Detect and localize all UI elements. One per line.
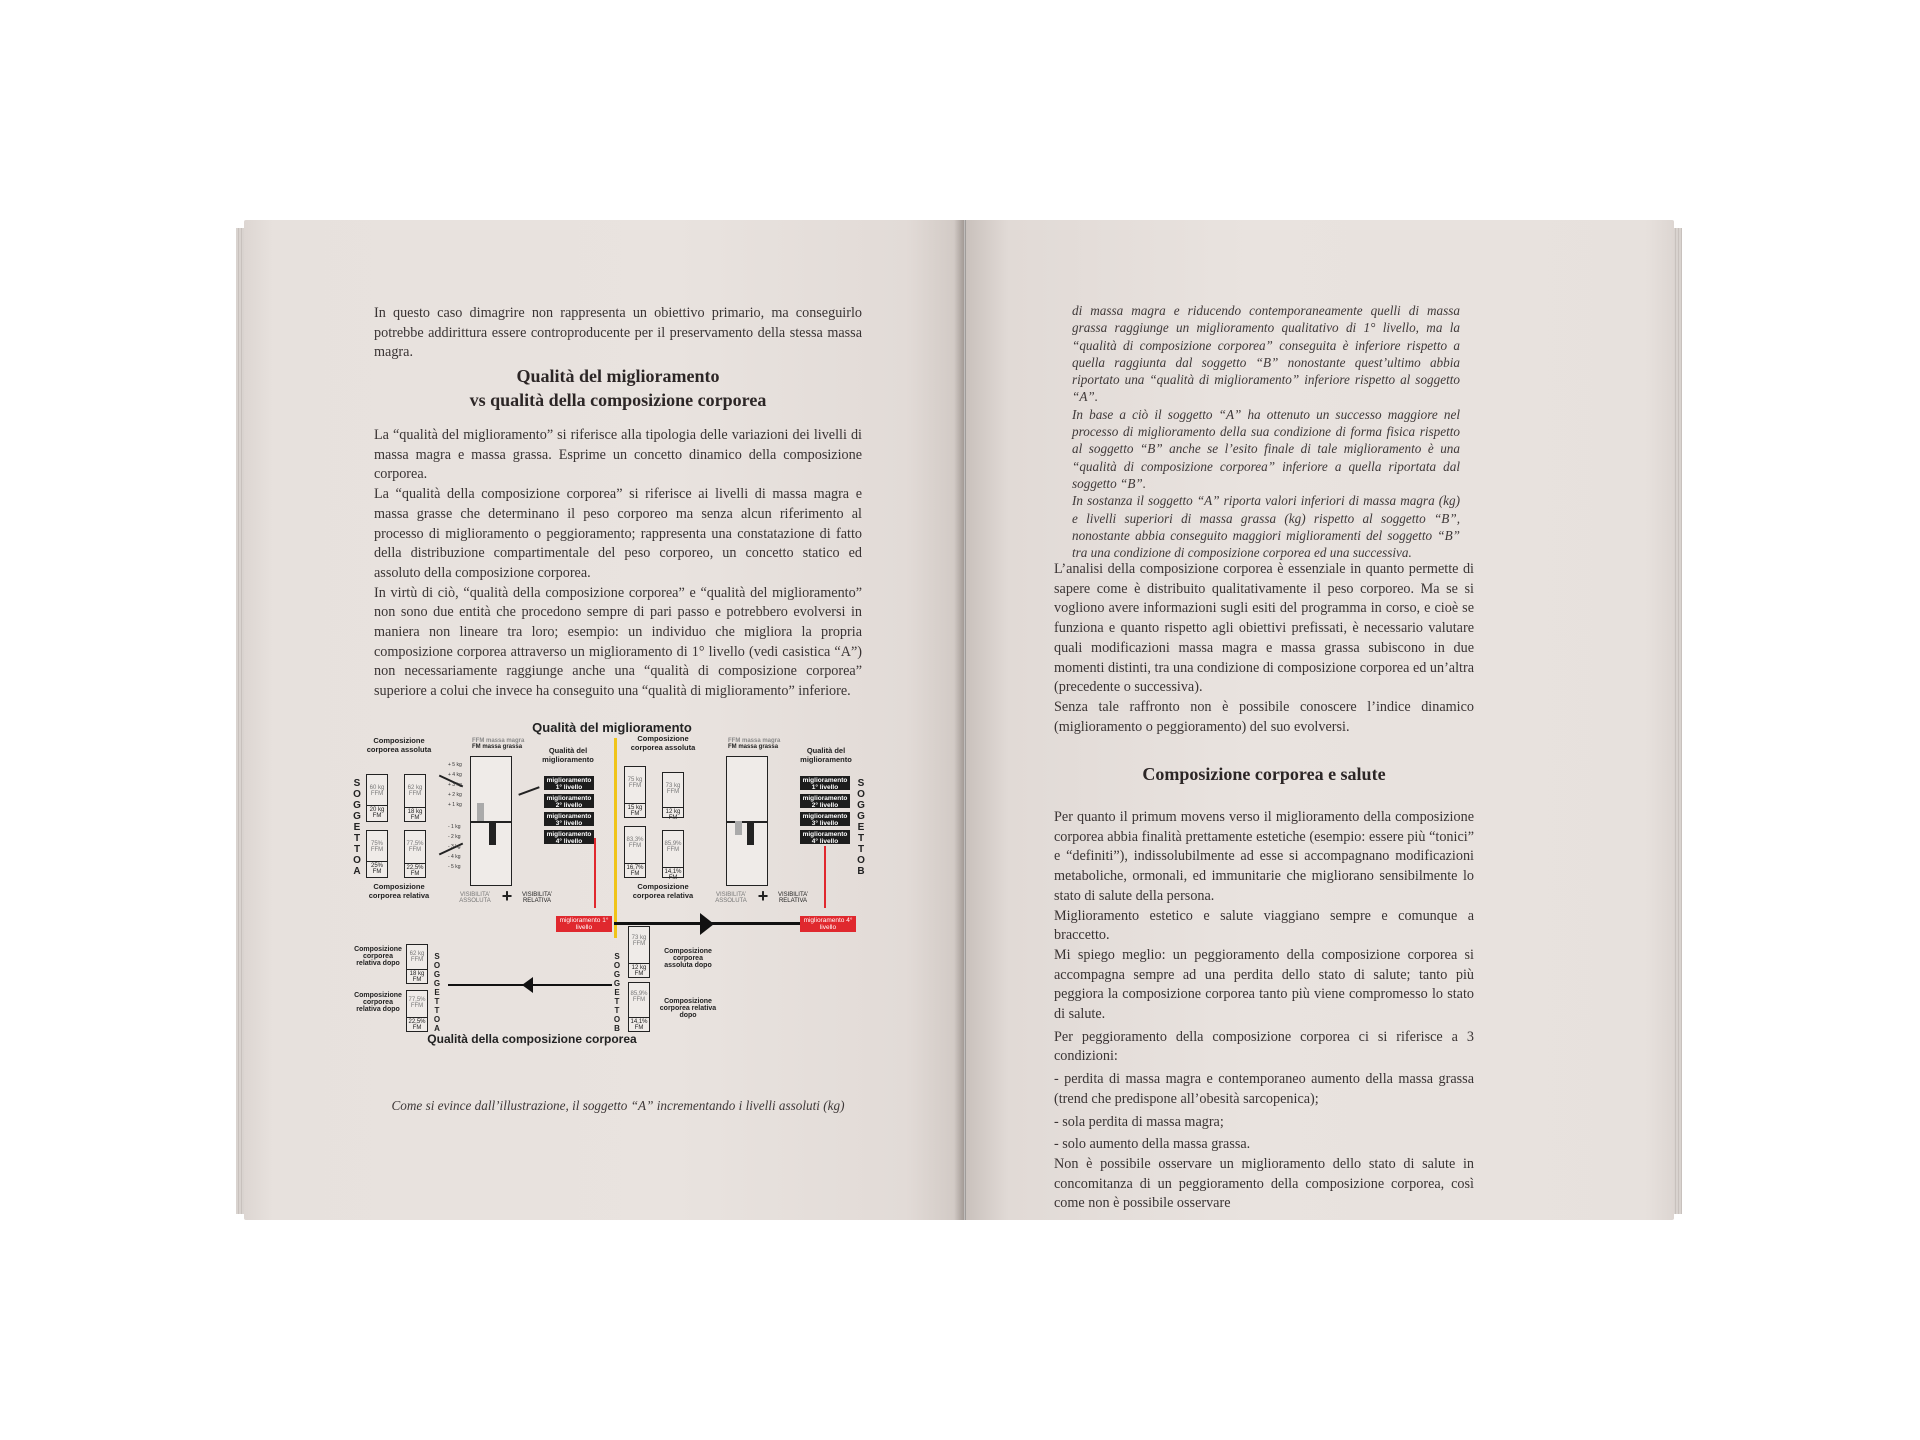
red-badge-a: miglioramento 1° livello	[556, 916, 612, 932]
label-rel-a: Composizione corporea relativa	[368, 882, 430, 900]
level-2-a: miglioramento 2° livello	[544, 794, 594, 808]
a-bottom-abs: 62 kg FFM 18 kg FM	[406, 944, 428, 984]
a-rel-dopo: 77,5% FFM 22,5% FM	[404, 830, 426, 878]
section-heading-left: Qualità del miglioramento vs qualità della composizione corporea	[469, 366, 767, 410]
level-3-b: miglioramento 3° livello	[800, 812, 850, 826]
b-rel-dopo: 85,9% FFM 14,1% FM	[662, 830, 684, 878]
diagram-title-bottom: Qualità della composizione corporea	[427, 1032, 637, 1046]
label-bottom-soggetto-a: S O G G E T T O A	[433, 952, 441, 1033]
label-bottom-b1: Composizione corporea assoluta dopo	[664, 948, 712, 969]
b-scale-box	[726, 756, 768, 886]
b-abs-prima: 75 kg FFM 15 kg FM	[624, 766, 646, 818]
a-scale-box	[470, 756, 512, 886]
vis-rel-a: VISIBILITA’ RELATIVA	[521, 892, 553, 904]
level-4-b: miglioramento 4° livello	[800, 830, 850, 844]
left-body-text: La “qualità del miglioramento” si riferisce alla tipologia delle variazioni dei livelli di massa magra e massa grassa. Esprime un concetto dinamico della composizione corporea. La “qualità della composizione corporea” si riferisce ai livelli di massa magra e massa grasse che determinano il peso corporeo ma senza alcun riferimento al processo di miglioramento o peggioramento; rappresenta una constatazione di fatto della distribuzione compartimentale del peso corporeo, un concetto statico ed assoluto della composizione corporea. In virtù di ciò, “qualità della composizione corporea” e “qualità del miglioramento” non sono due entità che procedono sempre di pari passo e potrebbero evolversi in maniera non lineare tra loro; esempio: un individuo che migliora la propria composizione corporea attraverso un miglioramento di 1° livello (vedi casistica “A”) non necessariamente raggiunge anche una “qualità di composizione corporea” superiore a colui che invece ha conseguito una “qualità di miglioramento” inferiore.	[374, 427, 862, 700]
figure-caption: Come si evince dall’illustrazione, il soggetto “A” incrementando i livelli assoluti (kg)	[391, 1098, 845, 1113]
label-bottom-soggetto-b: S O G G E T T O B	[613, 952, 621, 1033]
label-qual-b: Qualità del miglioramento	[800, 746, 852, 764]
level-1-b: miglioramento 1° livello	[800, 776, 850, 790]
red-badge-b: miglioramento 4° livello	[800, 916, 856, 932]
b-bottom-abs: 73 kg FFM 12 kg FM	[628, 926, 650, 978]
right-page	[966, 220, 1674, 1220]
level-1-a: miglioramento 1° livello	[544, 776, 594, 790]
b-bottom-rel: 85,9% FFM 14,1% FM	[628, 982, 650, 1032]
a-abs-prima: 60 kg FFM 20 kg FM	[366, 774, 388, 822]
arrow-head-left-icon	[522, 977, 533, 993]
a-abs-dopo: 62 kg FFM 18 kg FM	[404, 774, 426, 822]
right-body-text-2: Per quanto il primum movens verso il miglioramento della composizione corporea abbia finalità prettamente estetiche (esempio: essere più “tonici” e “definiti”), indissolubilmente ad esse si accompagnano modificazioni metaboliche, ormonali, ed immunitarie che migliorano sensibilmente lo stato di salute della persona. Miglioramento estetico e salute viaggiano sempre e comunque a braccetto. Mi spiego meglio: un peggioramento della composizione corporea si accompagna sempre ad una perdita dello stato di salute; tanto più peggiora la composizione corporea tanto più viene compromesso lo stato di salute. Per peggioramento della composizione corporea ci si riferisce a 3 condizioni: - perdita di massa magra e contemporaneo aumento della massa grassa (trend che predispone all’obesità sarcopenica); - sola perdita di massa magra; - solo aumento della massa grassa. Non è possibile osservare un miglioramento dello stato di salute in concomitanza di un peggioramento della composizione corporea, così come non è possibile osservare	[1054, 809, 1474, 1212]
label-abs-b: Composizione corporea assoluta	[630, 734, 696, 752]
red-line-a	[594, 838, 596, 908]
label-abs-a: Composizione corporea assoluta	[366, 736, 432, 754]
level-3-a: miglioramento 3° livello	[544, 812, 594, 826]
plus-icon-b: +	[757, 886, 769, 906]
b-abs-dopo: 73 kg FFM 12 kg FM	[662, 772, 684, 818]
level-2-b: miglioramento 2° livello	[800, 794, 850, 808]
intro-paragraph: In questo caso dimagrire non rappresenta un obiettivo primario, ma conseguirlo potrebbe addirittura essere controproducente per il preservamento della stessa massa magra.	[374, 305, 862, 361]
diagram-title-top: Qualità del miglioramento	[532, 720, 692, 735]
open-book	[236, 220, 1682, 1220]
label-rel-b: Composizione corporea relativa	[632, 882, 694, 900]
section-heading-right: Composizione corporea e salute	[1142, 764, 1386, 784]
legend-a: FFM massa magra FM massa grassa	[472, 738, 525, 750]
red-line-b	[824, 846, 826, 908]
label-bottom-b2: Composizione corporea relativa dopo	[659, 998, 717, 1019]
scale-labels: + 5 kg + 4 kg + 3 kg + 2 kg + 1 kg - 1 kg - 2 kg - 3 kg - 4 kg - 5 kg	[448, 762, 462, 870]
divider-yellow	[614, 738, 617, 938]
left-page	[244, 220, 964, 1220]
label-soggetto-a: S O G G E T T O A	[353, 778, 361, 877]
arrow-a-3	[518, 786, 539, 795]
plus-icon-a: +	[501, 886, 513, 906]
comparison-diagram	[352, 720, 872, 1115]
right-body-text-1: L’analisi della composizione corporea è essenziale in quanto permette di sapere come è distribuito qualitativamente il peso corporeo. Ma se si vogliono avere informazioni sugli esiti del programma in corso, e cioè se funziona e quanto rispetto agli obiettivi prefissati, è necessario valutare quali modificazioni massa magra e massa grassa subiscono in due momenti distinti, tra una condizione di composizione corporea ed un’altra (precedente o successiva). Senza tale raffronto non è possibile conoscere l’indice dinamico (miglioramento o peggioramento) del suo evolversi.	[1054, 561, 1474, 735]
vis-abs-b: VISIBILITA’ ASSOLUTA	[715, 892, 747, 904]
label-bottom-a2: Composizione corporea relativa dopo	[354, 992, 402, 1013]
arrow-head-right-icon	[700, 913, 714, 935]
vis-rel-b: VISIBILITA’ RELATIVA	[777, 892, 809, 904]
label-bottom-a1: Composizione corporea relativa dopo	[354, 946, 402, 967]
label-qual-a: Qualità del miglioramento	[542, 746, 594, 764]
label-soggetto-b: S O G G E T T O B	[857, 778, 865, 877]
level-4-a: miglioramento 4° livello	[544, 830, 594, 844]
legend-b: FFM massa magra FM massa grassa	[728, 738, 781, 750]
a-bottom-rel: 77,5% FFM 22,5% FM	[406, 990, 428, 1032]
vis-abs-a: VISIBILITA’ ASSOLUTA	[459, 892, 491, 904]
italic-block: di massa magra e riducendo contemporaneamente quelli di massa grassa raggiunge un miglioramento qualitativo di 1° livello, ma la “qualità di composizione corporea” conseguita è inferiore rispetto a quella raggiunta dal soggetto “B” nonostante quest’ultimo abbia riportato una “qualità di miglioramento” inferiore rispetto al soggetto “A”. In base a ciò il soggetto “A” ha ottenuto un successo maggiore nel processo di miglioramento della sua condizione di forma fisica rispetto al soggetto “B” anche se l’esito finale di tale miglioramento è una “qualità di composizione corporea” inferiore a quella riportata dal soggetto “B”. In sostanza il soggetto “A” riporta valori inferiori di massa magra (kg) e livelli superiori di massa grassa (kg) rispetto al soggetto “B”, nonostante abbia conseguito maggiori miglioramenti del soggetto “B” tra una condizione di composizione corporea ed una successiva.	[1072, 303, 1460, 561]
a-rel-prima: 75% FFM 25% FM	[366, 830, 388, 878]
b-rel-prima: 83,3% FFM 16,7% FM	[624, 826, 646, 878]
